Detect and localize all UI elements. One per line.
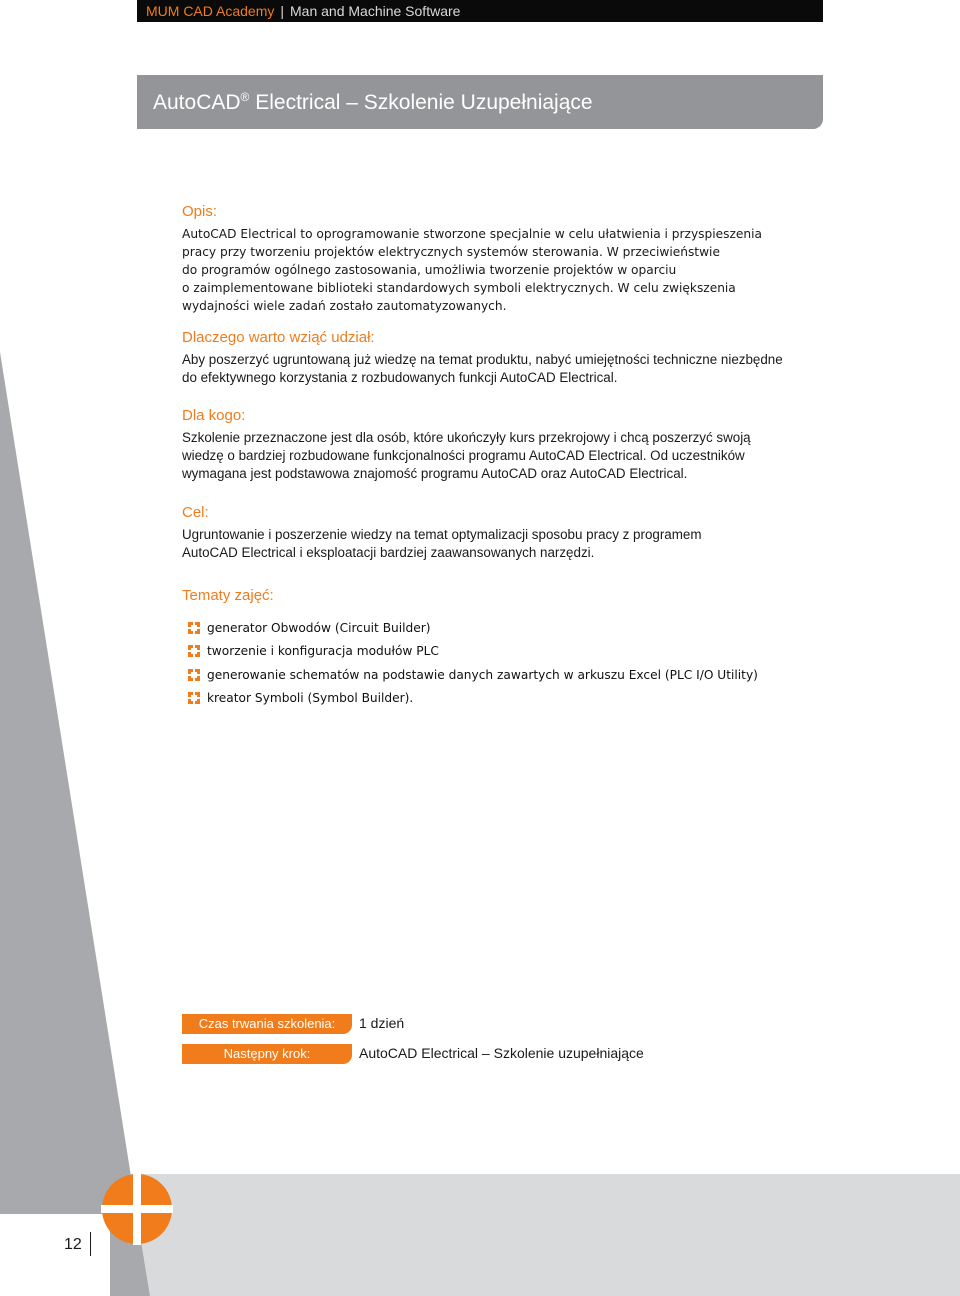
- section-heading-tematy: Tematy zajęć:: [182, 587, 274, 604]
- text-line: AutoCAD Electrical i eksploatacji bardziej zaawansowanych narzędzi.: [182, 545, 595, 560]
- header-separator: |: [280, 3, 284, 19]
- section-body-cel: [182, 526, 702, 562]
- header-bar: [137, 0, 823, 22]
- bottom-light-wedge: [130, 1174, 960, 1296]
- duration-label-badge: Czas trwania szkolenia:: [182, 1014, 352, 1034]
- duration-value: 1 dzień: [359, 1015, 405, 1031]
- section-heading-opis: Opis:: [182, 203, 218, 220]
- registered-mark: ®: [240, 90, 250, 104]
- list-item: [188, 687, 758, 711]
- page-title: [153, 90, 593, 115]
- text-line: o zaimplementowane biblioteki standardowych symboli elektrycznych. W celu zwiększenia: [182, 281, 736, 295]
- orange-cross-bullet-icon: [188, 669, 200, 681]
- page-number-panel: [0, 1214, 110, 1296]
- topics-list: [188, 616, 758, 710]
- title-rest: Electrical – Szkolenie Uzupełniające: [249, 91, 593, 114]
- topic-text: generator Obwodów (Circuit Builder): [207, 620, 431, 635]
- page-number: 12: [64, 1236, 82, 1253]
- company-name: Man and Machine Software: [290, 3, 461, 19]
- topic-text: kreator Symboli (Symbol Builder).: [207, 691, 414, 706]
- next-step-value: AutoCAD Electrical – Szkolenie uzupełniające: [359, 1045, 644, 1061]
- text-line: wydajności wiele zadań zostało zautomatyzowanych.: [182, 299, 507, 313]
- section-body-opis: [182, 225, 762, 315]
- section-heading-dla-kogo: Dla kogo:: [182, 407, 246, 424]
- orange-cross-bullet-icon: [188, 692, 200, 704]
- topic-text: tworzenie i konfiguracja modułów PLC: [207, 644, 439, 659]
- next-step-label-badge: Następny krok:: [182, 1044, 352, 1064]
- left-gray-wedge: [0, 352, 150, 1296]
- title-bar: [137, 75, 823, 129]
- section-heading-dlaczego: Dlaczego warto wziąć udział:: [182, 329, 375, 346]
- text-line: AutoCAD Electrical to oprogramowanie stworzone specjalnie w celu ułatwienia i przyspieszenia: [182, 227, 762, 241]
- list-item: [188, 663, 758, 687]
- section-body-dla-kogo: [182, 429, 751, 483]
- topic-text: generowanie schematów na podstawie danych zawartych w arkuszu Excel (PLC I/O Utility): [207, 667, 758, 682]
- text-line: Szkolenie przeznaczone jest dla osób, które ukończyły kurs przekrojowy i chcą poszerzyć swoją: [182, 430, 751, 445]
- brand-name: MUM CAD Academy: [146, 3, 275, 19]
- list-item: [188, 616, 758, 640]
- page-number-divider: [90, 1232, 91, 1256]
- text-line: do efektywnego korzystania z rozbudowanych funkcji AutoCAD Electrical.: [182, 370, 618, 385]
- text-line: wymagana jest podstawowa znajomość programu AutoCAD oraz AutoCAD Electrical.: [182, 466, 688, 481]
- section-heading-cel: Cel:: [182, 504, 209, 521]
- orange-circle-cross-logo-icon: [101, 1173, 173, 1245]
- orange-cross-bullet-icon: [188, 645, 200, 657]
- text-line: Ugruntowanie i poszerzenie wiedzy na temat optymalizacji sposobu pracy z programem: [182, 527, 702, 542]
- orange-cross-bullet-icon: [188, 622, 200, 634]
- text-line: pracy przy tworzeniu projektów elektrycznych systemów sterowania. W przeciwieństwie: [182, 245, 720, 259]
- section-body-dlaczego: [182, 351, 783, 387]
- text-line: Aby poszerzyć ugruntowaną już wiedzę na temat produktu, nabyć umiejętności techniczne niezbędne: [182, 352, 783, 367]
- list-item: [188, 640, 758, 664]
- text-line: wiedzę o bardziej rozbudowane funkcjonalności programu AutoCAD Electrical. Od uczestników: [182, 448, 745, 463]
- text-line: do programów ogólnego zastosowania, umożliwia tworzenie projektów w oparciu: [182, 263, 677, 277]
- title-product: AutoCAD: [153, 91, 241, 114]
